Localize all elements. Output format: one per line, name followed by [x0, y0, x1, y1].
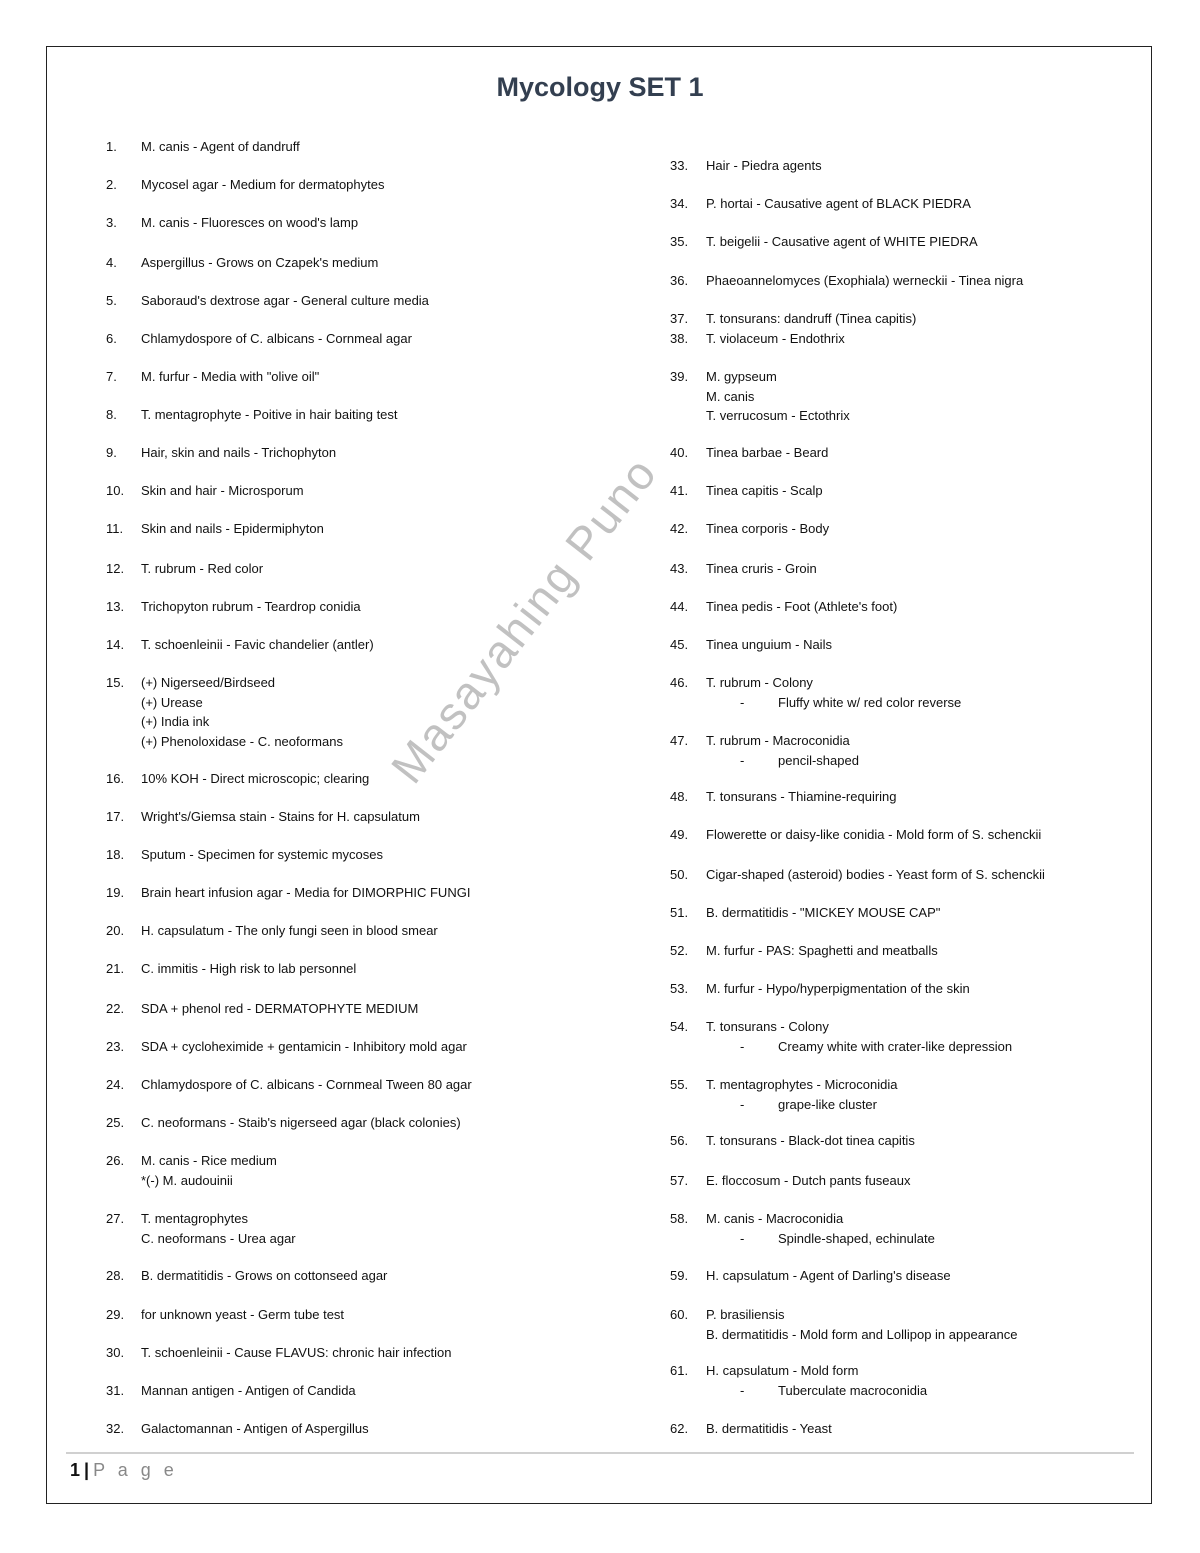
item-text [706, 329, 845, 349]
item-text [141, 597, 361, 617]
item-line: T. mentagrophytes - Microconidia [706, 1077, 898, 1092]
page-title: Mycology SET 1 [496, 72, 704, 102]
item-text [706, 597, 897, 617]
item-number: 44. [670, 599, 689, 614]
item-line: Chlamydospore of C. albicans - Cornmeal Tween 80 agar [141, 1077, 472, 1092]
item-line: B. dermatitidis - Grows on cottonseed agar [141, 1268, 388, 1283]
item-line: *(-) M. audouinii [141, 1172, 233, 1188]
item-text [706, 443, 828, 463]
item-number: 36. [670, 273, 689, 288]
item-line: Sputum - Specimen for systemic mycoses [141, 847, 384, 862]
item-number: 52. [670, 943, 689, 958]
item-text [141, 769, 369, 789]
item-number: 35. [670, 234, 689, 249]
item-line: T. mentagrophytes [141, 1211, 248, 1226]
item-text [706, 271, 1023, 291]
item-line: SDA + cycloheximide + gentamicin - Inhibitory mold agar [141, 1039, 467, 1054]
item-line: T. rubrum - Red color [141, 561, 264, 576]
item-number: 28. [106, 1268, 125, 1283]
page-number: 1 [70, 1460, 81, 1480]
item-text [706, 1209, 935, 1248]
item-line: M. canis - Rice medium [141, 1153, 277, 1168]
item-number: 21. [106, 961, 125, 976]
page-label: P a g e [93, 1460, 178, 1480]
item-text [706, 1171, 910, 1191]
item-number: 31. [106, 1383, 125, 1398]
item-line: M. furfur - PAS: Spaghetti and meatballs [706, 943, 938, 958]
item-line: M. canis - Macroconidia [706, 1211, 844, 1226]
item-line: Cigar-shaped (asteroid) bodies - Yeast form of S. schenckii [706, 867, 1045, 882]
item-text [141, 213, 358, 233]
item-line: Aspergillus - Grows on Czapek's medium [141, 255, 379, 270]
item-line: T. beigelii - Causative agent of WHITE PIEDRA [706, 234, 978, 249]
item-line: Flowerette or daisy-like conidia - Mold form of S. schenckii [706, 827, 1042, 842]
page-footer [70, 1460, 178, 1481]
item-text [141, 673, 343, 751]
item-line: Tinea capitis - Scalp [706, 483, 823, 498]
item-line: Tinea unguium - Nails [706, 637, 832, 652]
item-line: H. capsulatum - The only fungi seen in blood smear [141, 923, 438, 938]
item-number: 60. [670, 1307, 689, 1322]
item-number: 55. [670, 1077, 689, 1092]
item-number: 17. [106, 809, 125, 824]
item-text [706, 1017, 1012, 1056]
item-number: 29. [106, 1307, 125, 1322]
item-text [706, 635, 832, 655]
item-line: H. capsulatum - Agent of Darling's disease [706, 1268, 951, 1283]
item-number: 7. [106, 369, 117, 384]
item-text [141, 329, 412, 349]
item-number: 54. [670, 1019, 689, 1034]
item-number: 50. [670, 867, 689, 882]
item-number: 53. [670, 981, 689, 996]
item-number: 2. [106, 177, 117, 192]
item-line: H. capsulatum - Mold form [706, 1363, 859, 1378]
item-text [706, 559, 817, 579]
item-number: 57. [670, 1173, 689, 1188]
item-number: 13. [106, 599, 125, 614]
item-line: Wright's/Giemsa stain - Stains for H. capsulatum [141, 809, 420, 824]
item-number: 12. [106, 561, 125, 576]
item-line: T. tonsurans - Black-dot tinea capitis [706, 1133, 915, 1148]
item-text [141, 807, 420, 827]
item-number: 49. [670, 827, 689, 842]
subpoint-text: Spindle-shaped, echinulate [778, 1230, 935, 1246]
item-text [706, 156, 822, 176]
item-line: SDA + phenol red - DERMATOPHYTE MEDIUM [141, 1001, 419, 1016]
item-text [706, 1305, 1017, 1344]
item-line: E. floccosum - Dutch pants fuseaux [706, 1173, 911, 1188]
item-line: Mycosel agar - Medium for dermatophytes [141, 177, 385, 192]
item-number: 27. [106, 1211, 125, 1226]
item-text [141, 137, 300, 157]
item-line: (+) Urease [141, 694, 203, 710]
subpoint-text: pencil-shaped [778, 752, 859, 768]
item-line: Hair - Piedra agents [706, 158, 822, 173]
item-line: T. rubrum - Colony [706, 675, 813, 690]
item-number: 26. [106, 1153, 125, 1168]
item-line: Tinea corporis - Body [706, 521, 830, 536]
item-number: 20. [106, 923, 125, 938]
item-number: 23. [106, 1039, 125, 1054]
item-text [706, 1419, 832, 1439]
bullet-dash: - [740, 752, 745, 768]
item-number: 22. [106, 1001, 125, 1016]
item-line: T. tonsurans: dandruff (Tinea capitis) [706, 311, 917, 326]
item-number: 59. [670, 1268, 689, 1283]
item-text [141, 635, 374, 655]
item-line: Saboraud's dextrose agar - General culture media [141, 293, 429, 308]
item-line: M. canis [706, 388, 755, 404]
item-text [706, 903, 940, 923]
item-text [141, 1343, 451, 1363]
item-subpoint [706, 1095, 897, 1115]
item-number: 42. [670, 521, 689, 536]
item-line: T. schoenleinii - Favic chandelier (antler) [141, 637, 374, 652]
item-number: 58. [670, 1211, 689, 1226]
item-line: (+) India ink [141, 714, 210, 729]
item-line: 10% KOH - Direct microscopic; clearing [141, 771, 370, 786]
item-number: 16. [106, 771, 125, 786]
subpoint-text: Tuberculate macroconidia [778, 1382, 928, 1398]
item-number: 4. [106, 255, 117, 270]
item-text [141, 845, 383, 865]
item-line: M. gypseum [706, 369, 777, 384]
item-text [141, 405, 398, 425]
item-line: C. immitis - High risk to lab personnel [141, 961, 357, 976]
item-text [706, 1361, 927, 1400]
item-number: 47. [670, 733, 689, 748]
item-line: M. furfur - Hypo/hyperpigmentation of the skin [706, 981, 970, 996]
item-number: 61. [670, 1363, 689, 1378]
item-line: M. canis - Fluoresces on wood's lamp [141, 215, 359, 230]
item-line: Brain heart infusion agar - Media for DIMORPHIC FUNGI [141, 885, 471, 900]
item-line: Skin and hair - Microsporum [141, 483, 304, 498]
item-number: 40. [670, 445, 689, 460]
item-text [141, 883, 470, 903]
item-text [141, 999, 418, 1019]
item-number: 10. [106, 483, 125, 498]
item-text [141, 1305, 344, 1325]
item-line: Hair, skin and nails - Trichophyton [141, 445, 337, 460]
item-line: Phaeoannelomyces (Exophiala) werneckii - Tinea nigra [706, 273, 1024, 288]
item-number: 32. [106, 1421, 125, 1436]
item-number: 6. [106, 331, 117, 346]
item-text [706, 825, 1041, 845]
item-line: B. dermatitidis - Mold form and Lollipop in appearance [706, 1326, 1018, 1342]
item-subpoint [706, 751, 859, 771]
item-line: P. hortai - Causative agent of BLACK PIEDRA [706, 196, 971, 211]
item-text [706, 481, 823, 501]
item-number: 15. [106, 675, 125, 690]
item-number: 8. [106, 407, 117, 422]
item-line: T. tonsurans - Colony [706, 1019, 829, 1034]
item-line: P. brasiliensis [706, 1307, 785, 1322]
bullet-dash: - [740, 694, 745, 710]
item-text [706, 1075, 897, 1114]
item-number: 5. [106, 293, 117, 308]
item-text [706, 232, 978, 252]
item-number: 51. [670, 905, 689, 920]
item-line: T. violaceum - Endothrix [706, 331, 845, 346]
item-line: Trichopyton rubrum - Teardrop conidia [141, 599, 361, 614]
item-number: 43. [670, 561, 689, 576]
footer-separator: | [84, 1460, 90, 1480]
item-line: T. verrucosum - Ectothrix [706, 408, 850, 423]
item-text [706, 309, 916, 329]
item-line: T. schoenleinii - Cause FLAVUS: chronic hair infection [141, 1345, 452, 1360]
item-number: 1. [106, 139, 117, 154]
item-subpoint [706, 1037, 1012, 1057]
item-number: 19. [106, 885, 125, 900]
item-number: 3. [106, 215, 117, 230]
bullet-dash: - [740, 1038, 745, 1054]
item-text [706, 194, 971, 214]
bullet-dash: - [740, 1096, 745, 1112]
item-number: 38. [670, 331, 689, 346]
item-line: Mannan antigen - Antigen of Candida [141, 1383, 356, 1398]
item-text [706, 519, 829, 539]
item-text [706, 865, 1045, 885]
item-text [706, 367, 850, 426]
item-number: 62. [670, 1421, 689, 1436]
item-number: 45. [670, 637, 689, 652]
item-text [141, 1113, 461, 1133]
item-number: 41. [670, 483, 689, 498]
item-number: 14. [106, 637, 125, 652]
bullet-dash: - [740, 1382, 745, 1398]
item-text [706, 941, 938, 961]
item-number: 18. [106, 847, 125, 862]
footer-divider [66, 1452, 1134, 1454]
item-line: Tinea cruris - Groin [706, 561, 817, 576]
item-text [141, 1151, 277, 1190]
item-text [706, 979, 970, 999]
item-line: M. furfur - Media with "olive oil" [141, 369, 320, 384]
item-text [141, 367, 319, 387]
item-text [141, 921, 438, 941]
item-line: Skin and nails - Epidermiphyton [141, 521, 324, 536]
item-number: 24. [106, 1077, 125, 1092]
item-line: T. rubrum - Macroconidia [706, 733, 850, 748]
item-number: 30. [106, 1345, 125, 1360]
item-line: for unknown yeast - Germ tube test [141, 1307, 345, 1322]
item-line: Tinea pedis - Foot (Athlete's foot) [706, 599, 898, 614]
item-subpoint [706, 693, 961, 713]
subpoint-text: Creamy white with crater-like depression [778, 1038, 1013, 1054]
item-line: M. canis - Agent of dandruff [141, 139, 300, 154]
item-line: Galactomannan - Antigen of Aspergillus [141, 1421, 369, 1436]
item-text [141, 253, 378, 273]
item-number: 46. [670, 675, 689, 690]
item-number: 39. [670, 369, 689, 384]
item-line: T. tonsurans - Thiamine-requiring [706, 789, 897, 804]
subpoint-text: Fluffy white w/ red color reverse [778, 694, 962, 710]
item-text [141, 291, 429, 311]
item-number: 37. [670, 311, 689, 326]
item-text [141, 519, 324, 539]
item-number: 48. [670, 789, 689, 804]
item-line: Chlamydospore of C. albicans - Cornmeal agar [141, 331, 412, 346]
item-text [141, 1075, 472, 1095]
item-number: 56. [670, 1133, 689, 1148]
item-line: (+) Phenoloxidase - C. neoformans [141, 733, 343, 749]
item-text [141, 481, 304, 501]
item-number: 34. [670, 196, 689, 211]
item-number: 25. [106, 1115, 125, 1130]
item-text [141, 1266, 387, 1286]
item-number: 11. [106, 521, 124, 536]
item-line: C. neoformans - Staib's nigerseed agar (black colonies) [141, 1115, 461, 1130]
item-line: (+) Nigerseed/Birdseed [141, 675, 276, 690]
item-line: B. dermatitidis - "MICKEY MOUSE CAP" [706, 905, 941, 920]
item-text [141, 1209, 296, 1248]
item-text [141, 175, 384, 195]
subpoint-text: grape-like cluster [778, 1096, 877, 1112]
item-line: C. neoformans - Urea agar [141, 1230, 296, 1246]
watermark-text: Masayahing Puno [380, 446, 667, 793]
item-text [706, 1266, 951, 1286]
bullet-dash: - [740, 1230, 745, 1246]
item-number: 33. [670, 158, 689, 173]
item-text [706, 731, 859, 770]
item-text [141, 1419, 369, 1439]
item-text [141, 1037, 467, 1057]
item-line: T. mentagrophyte - Poitive in hair baiting test [141, 407, 398, 422]
item-subpoint [706, 1381, 927, 1401]
item-text [141, 559, 263, 579]
item-text [706, 673, 961, 712]
item-text [141, 959, 356, 979]
item-text [141, 1381, 356, 1401]
item-number: 9. [106, 445, 117, 460]
item-line: Tinea barbae - Beard [706, 445, 829, 460]
item-line: B. dermatitidis - Yeast [706, 1421, 832, 1436]
item-text [706, 787, 897, 807]
item-text [141, 443, 336, 463]
item-subpoint [706, 1229, 935, 1249]
item-text [706, 1131, 915, 1151]
